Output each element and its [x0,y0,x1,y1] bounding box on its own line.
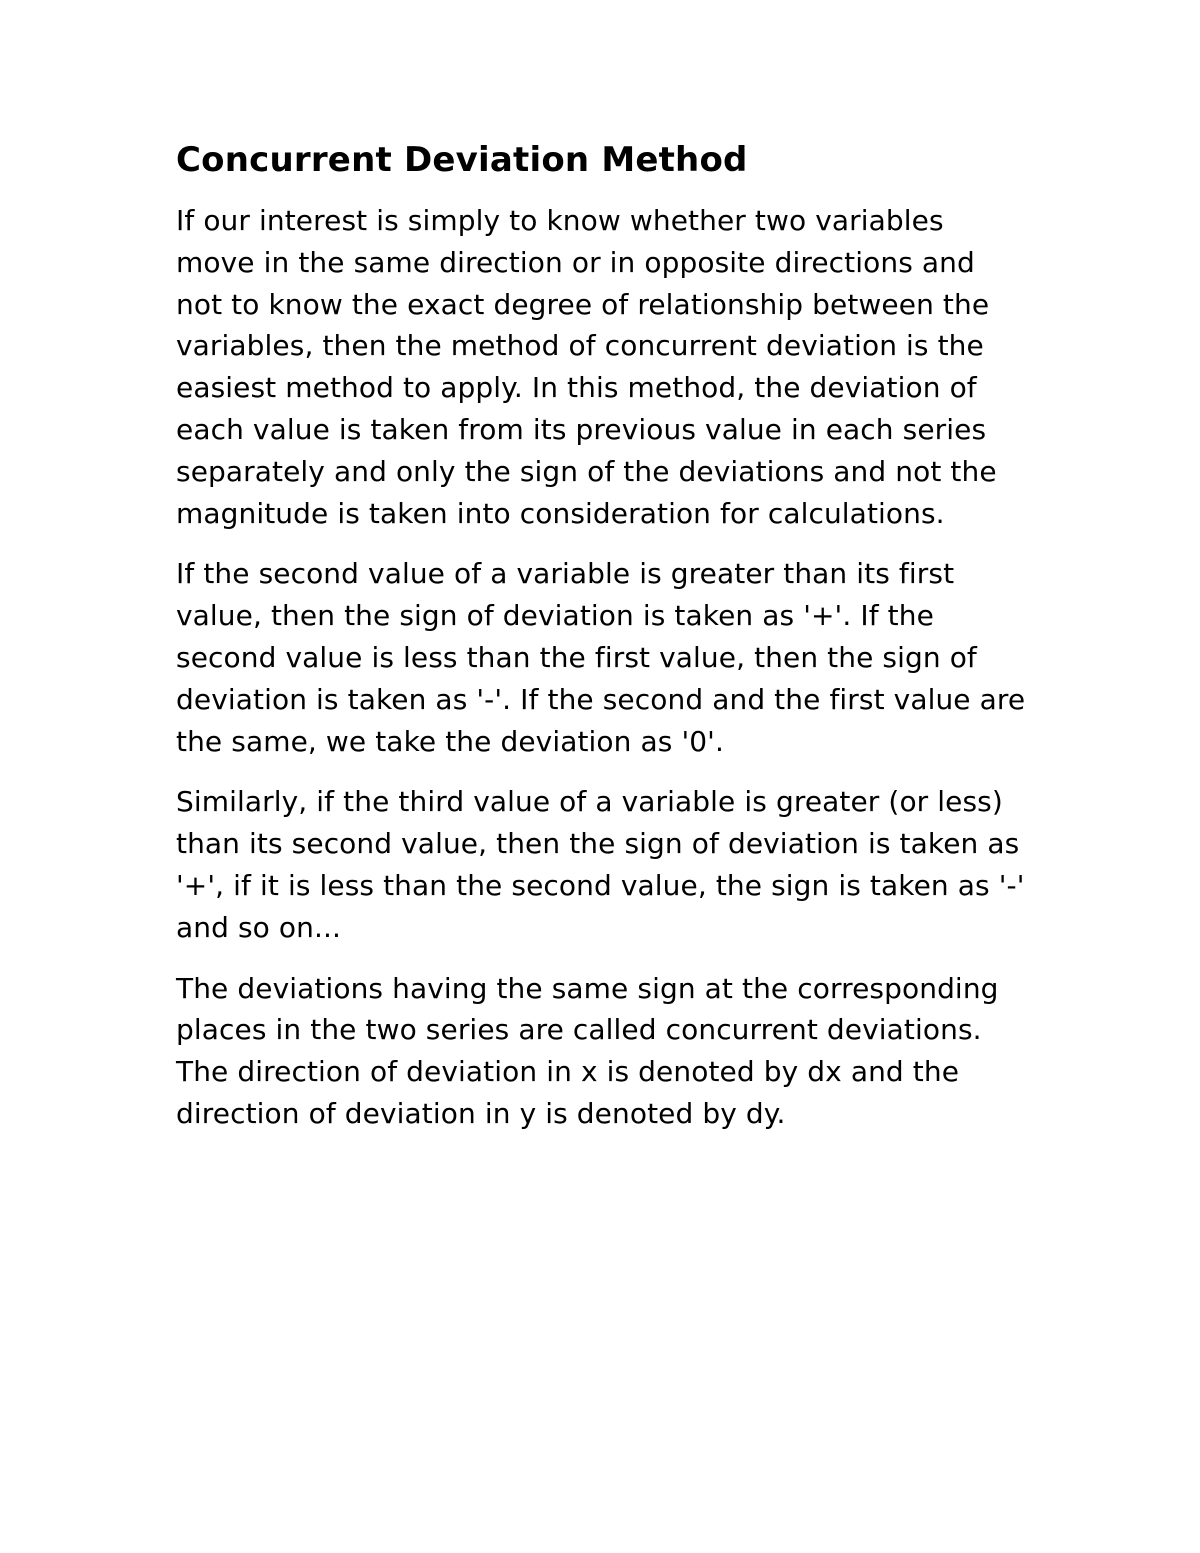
paragraph-third-value-rule: Similarly, if the third value of a variable is greater (or less) than its second value, then the sign of deviation is taken as '+', if it is less than the second value, the sign is taken as '-' and so on... [176,785,1025,944]
paragraph-concurrent-deviations: The deviations having the same sign at the corresponding places in the two series are called concurrent deviations. The direction of deviation in x is denoted by dx and the direction of deviation in y is denoted by dy. [176,971,999,1130]
document-title: Concurrent Deviation Method [176,140,748,180]
document-page [176,138,1026,1154]
paragraph-intro: If our interest is simply to know whether two variables move in the same direction or in opposite directions and not to know the exact degree of relationship between the variables, then the method of concurrent deviation is the easiest method to apply. In this method, the deviation of each value is taken from its previous value in each series separately and only the sign of the deviations and not the magnitude is taken into consideration for calculations. [176,204,997,530]
paragraph-first-sign-rule: If the second value of a variable is greater than its first value, then the sign of deviation is taken as '+'. If the second value is less than the first value, then the sign of deviation is taken as '-'. If the second and the first value are the same, we take the deviation as '0'. [176,557,1026,758]
